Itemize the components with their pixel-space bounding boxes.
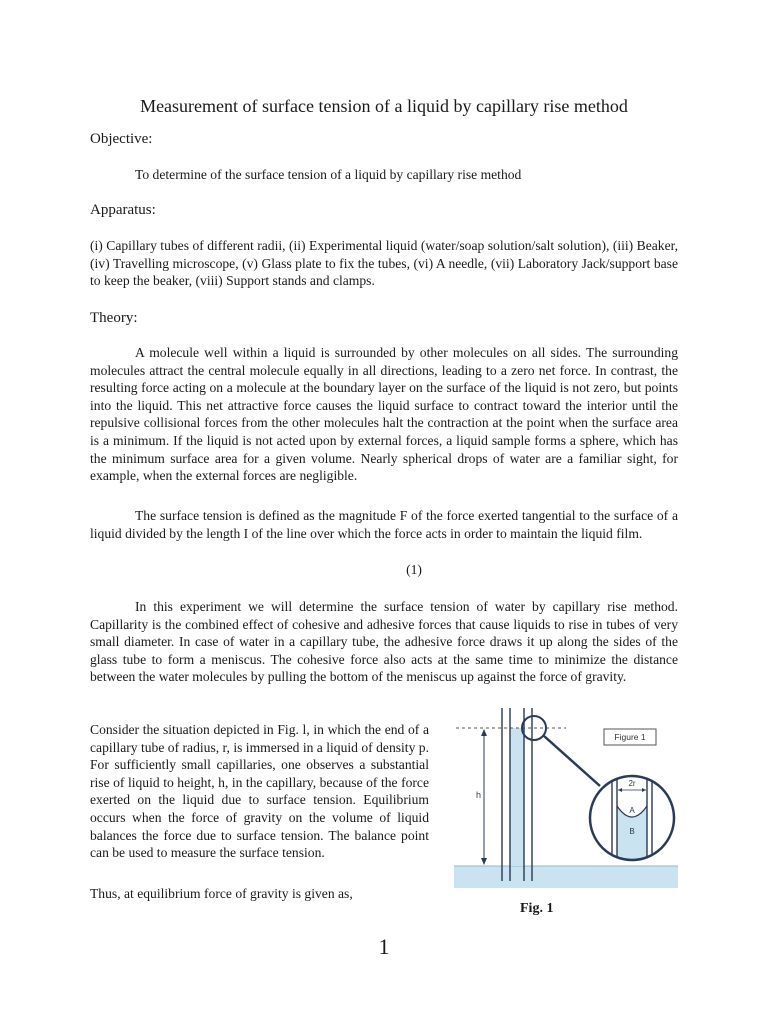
height-arrow-bottom <box>481 858 487 865</box>
capillary-liquid <box>510 728 524 866</box>
region-a-label: A <box>629 806 635 815</box>
theory-paragraph-1: A molecule well within a liquid is surrounded by other molecules on all sides. The surrounding molecules attract the central molecule equally in all directions, leading to a zero net force. In contrast, the resulting force acting on a molecule at the boundary layer on the surface of the liquid is not zero, but points into the liquid. This net attractive force causes the liquid surface to contract toward the interior until the repulsive collisional forces from the other molecules halt the contraction at the point when the surface area is a minimum. If the liquid is not acted upon by external forces, a liquid sample forms a sphere, which has the minimum surface area for a given volume. Nearly spherical drops of water are a familiar sight, for example, when the external forces are negligible. <box>90 345 678 484</box>
theory-paragraph-5: Thus, at equilibrium force of gravity is given as, <box>90 886 353 901</box>
beaker-liquid <box>454 866 678 888</box>
magnified-view <box>590 776 680 866</box>
objective-heading: Objective: <box>90 131 153 147</box>
theory-heading: Theory: <box>90 310 138 326</box>
height-label: h <box>476 790 482 800</box>
apparatus-text: (i) Capillary tubes of different radii, (ii) Experimental liquid (water/soap solution/salt solution), (iii) Beaker, (iv) Travelling microscope, (v) Glass plate to fix the tubes, (vi) A needle, (vii) Laboratory Jack/support base to keep the beaker, (viii) Support stands and clamps. <box>90 238 678 289</box>
capillary-figure <box>450 706 682 902</box>
height-arrow-top <box>481 729 487 736</box>
connector-line <box>544 736 600 786</box>
figure-caption: Fig. 1 <box>520 901 554 916</box>
objective-text: To determine of the surface tension of a liquid by capillary rise method <box>135 167 522 182</box>
theory-paragraph-3: In this experiment we will determine the surface tension of water by capillary rise method. Capillarity is the combined effect of cohesive and adhesive forces that cause liquids to rise in tubes of very small diameter. In case of water in a capillary tube, the adhesive force draws it up along the sides of the glass tube to form a meniscus. The cohesive force also acts at the same time to minimize the distance between the water molecules by pulling the bottom of the meniscus up against the force of gravity. <box>90 599 678 685</box>
radius-label: 2r <box>628 779 636 788</box>
theory-paragraph-2: The surface tension is defined as the magnitude F of the force exerted tangential to the surface of a liquid divided by the length I of the line over which the force acts in order to maintain the liquid film. <box>90 508 678 541</box>
page-title: Measurement of surface tension of a liquid by capillary rise method <box>140 96 628 116</box>
theory-paragraph-4: Consider the situation depicted in Fig. l, in which the end of a capillary tube of radius, r, is immersed in a liquid of density p. For sufficiently small capillaries, one observes a substantial rise of liquid to height, h, in the capillary, because of the force exerted on the liquid due to surface tension. Equilibrium occurs when the force of gravity on the volume of liquid balances the force due to surface tension. The balance point can be used to measure the surface tension. <box>90 722 429 861</box>
equation-number: (1) <box>406 562 422 577</box>
region-b-label: B <box>629 827 635 836</box>
figure-label-text: Figure 1 <box>614 732 646 742</box>
page-number: 1 <box>378 934 390 959</box>
apparatus-heading: Apparatus: <box>90 202 156 218</box>
